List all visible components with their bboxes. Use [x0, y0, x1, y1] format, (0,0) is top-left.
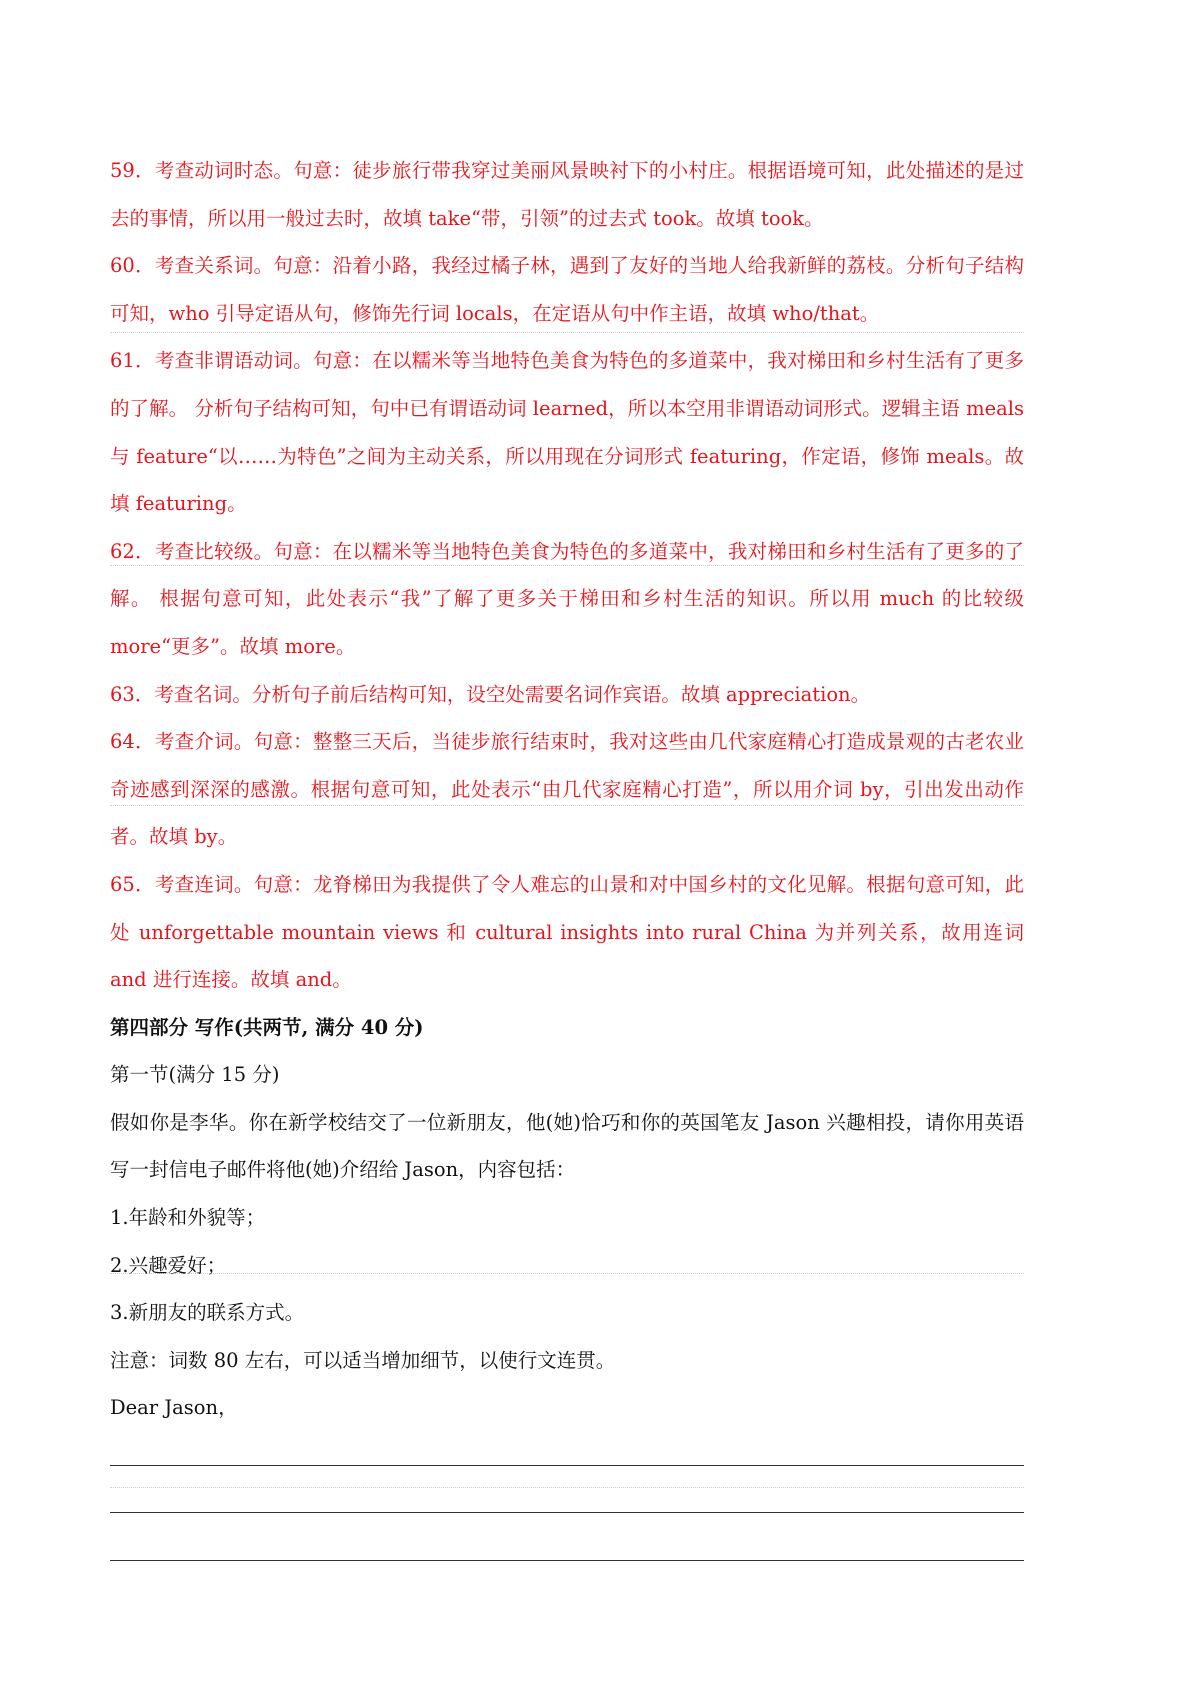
- answer-line[interactable]: [110, 1480, 1024, 1528]
- explanation-59: 59．考查动词时态。句意：徒步旅行带我穿过美丽风景映衬下的小村庄。根据语境可知，此处描述的是过去的事情，所以用一般过去时，故填 take“带，引领”的过去式 took。故填 took。: [110, 159, 1024, 230]
- explanation-64: 64．考查介词。句意：整整三天后，当徒步旅行结束时，我对这些由几代家庭精心打造成景观的古老农业奇迹感到深深的感激。根据句意可知，此处表示“由几代家庭精心打造”，所以用介词 by，引出发出动作者。故填 by。: [110, 730, 1024, 849]
- writing-section-title: 第一节(满分 15 分): [110, 1063, 280, 1087]
- answer-line[interactable]: [110, 1432, 1024, 1480]
- writing-point: 1.年龄和外貌等；: [110, 1206, 266, 1230]
- explanation-65: 65．考查连词。句意：龙脊梯田为我提供了令人难忘的山景和对中国乡村的文化见解。根据句意可知，此处 unforgettable mountain views 和 cultural insights into rural China 为并列关系，故用连词 and 进行连接。故填 and。: [110, 872, 1024, 992]
- explanation-61: 61．考查非谓语动词。句意：在以糯米等当地特色美食为特色的多道菜中，我对梯田和乡村生活有了更多的了解。 分析句子结构可知，句中已有谓语动词 learned，所以本空用非谓语动词形式。逻辑主语 meals 与 feature“以……为特色”之间为主动关系，所以用现在分词形式 featuring，作定语，修饰 meals。故填 featuring。: [110, 349, 1024, 516]
- writing-note: 注意：词数 80 左右，可以适当增加细节，以使行文连贯。: [110, 1348, 616, 1372]
- letter-salutation: Dear Jason，: [110, 1396, 238, 1420]
- answer-line[interactable]: [110, 1527, 1024, 1575]
- writing-point: 2.兴趣爱好；: [110, 1253, 227, 1277]
- writing-point: 3.新朋友的联系方式。: [110, 1301, 305, 1325]
- writing-part-title: 第四部分 写作(共两节, 满分 40 分): [110, 1015, 424, 1039]
- explanation-62: 62．考查比较级。句意：在以糯米等当地特色美食为特色的多道菜中，我对梯田和乡村生活有了更多的了解。 根据句意可知，此处表示“我”了解了更多关于梯田和乡村生活的知识。所以用 much 的比较级 more“更多”。故填 more。: [110, 539, 1024, 658]
- explanation-60: 60．考查关系词。句意：沿着小路，我经过橘子林，遇到了友好的当地人给我新鲜的荔枝。分析句子结构可知，who 引导定语从句，修饰先行词 locals，在定语从句中作主语，故填 who/that。: [110, 254, 1024, 325]
- document-page: [110, 147, 1024, 1575]
- writing-prompt: 假如你是李华。你在新学校结交了一位新朋友，他(她)恰巧和你的英国笔友 Jason 兴趣相投，请你用英语写一封信电子邮件将他(她)介绍给 Jason，内容包括：: [110, 1110, 1024, 1182]
- explanation-63: 63．考查名词。分析句子前后结构可知，设空处需要名词作宾语。故填 appreciation。: [110, 682, 871, 706]
